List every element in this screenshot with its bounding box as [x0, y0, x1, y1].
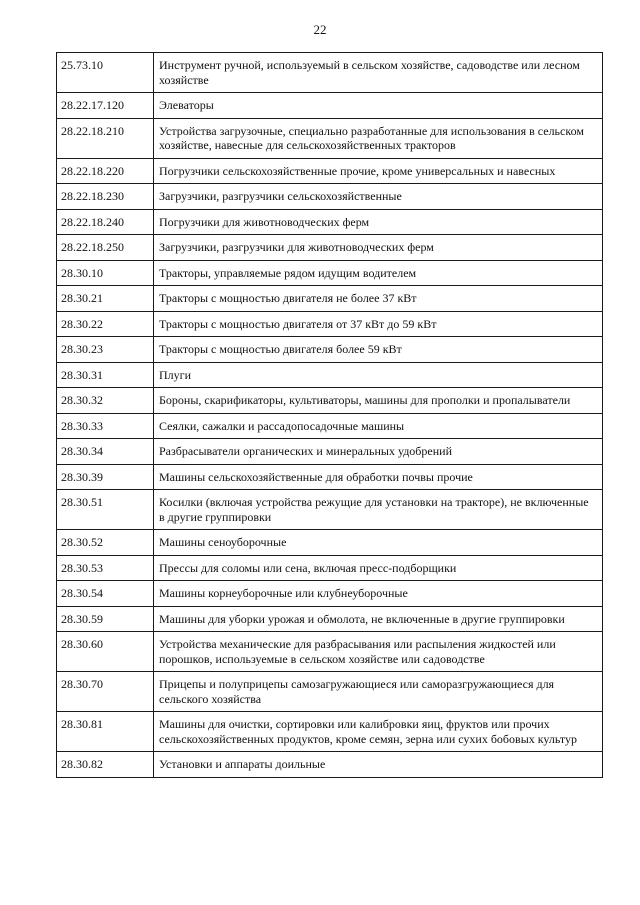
- table-row: [57, 235, 603, 261]
- page-number: 22: [313, 22, 327, 37]
- table-row: [57, 337, 603, 363]
- code-cell: 28.30.54: [57, 581, 154, 607]
- code-cell: 28.22.18.220: [57, 158, 154, 184]
- table-row: [57, 712, 603, 752]
- name-cell: Разбрасыватели органических и минеральных удобрений: [154, 439, 603, 465]
- classification-table: [56, 52, 603, 778]
- name-cell: Сеялки, сажалки и рассадопосадочные машины: [154, 413, 603, 439]
- name-cell: Погрузчики сельскохозяйственные прочие, кроме универсальных и навесных: [154, 158, 603, 184]
- table-row: [57, 311, 603, 337]
- name-cell: Прицепы и полуприцепы самозагружающиеся или саморазгружающиеся для сельского хозяйства: [154, 672, 603, 712]
- table-row: [57, 184, 603, 210]
- table-row: [57, 118, 603, 158]
- name-cell: Прессы для соломы или сена, включая пресс-подборщики: [154, 555, 603, 581]
- table-row: [57, 362, 603, 388]
- code-cell: 28.30.34: [57, 439, 154, 465]
- table-row: [57, 260, 603, 286]
- name-cell: Плуги: [154, 362, 603, 388]
- code-cell: 28.30.32: [57, 388, 154, 414]
- code-cell: 28.30.59: [57, 606, 154, 632]
- code-cell: 25.73.10: [57, 53, 154, 93]
- table-row: [57, 464, 603, 490]
- code-cell: 28.30.21: [57, 286, 154, 312]
- table-row: [57, 413, 603, 439]
- table-row: [57, 530, 603, 556]
- table-row: [57, 555, 603, 581]
- table-row: [57, 672, 603, 712]
- name-cell: Машины корнеуборочные или клубнеуборочные: [154, 581, 603, 607]
- table-row: [57, 158, 603, 184]
- code-cell: 28.30.51: [57, 490, 154, 530]
- name-cell: Устройства механические для разбрасывания или распыления жидкостей или порошков, используемые в сельском хозяйстве или садоводстве: [154, 632, 603, 672]
- code-cell: 28.30.60: [57, 632, 154, 672]
- code-cell: 28.30.33: [57, 413, 154, 439]
- table-row: [57, 439, 603, 465]
- code-cell: 28.22.18.230: [57, 184, 154, 210]
- code-cell: 28.30.22: [57, 311, 154, 337]
- code-cell: 28.22.18.210: [57, 118, 154, 158]
- name-cell: Тракторы, управляемые рядом идущим водителем: [154, 260, 603, 286]
- code-cell: 28.30.82: [57, 752, 154, 778]
- code-cell: 28.30.31: [57, 362, 154, 388]
- table-row: [57, 632, 603, 672]
- name-cell: Элеваторы: [154, 93, 603, 119]
- name-cell: Косилки (включая устройства режущие для установки на тракторе), не включенные в другие группировки: [154, 490, 603, 530]
- table-row: [57, 388, 603, 414]
- name-cell: Тракторы с мощностью двигателя не более 37 кВт: [154, 286, 603, 312]
- code-cell: 28.22.18.250: [57, 235, 154, 261]
- code-cell: 28.30.52: [57, 530, 154, 556]
- name-cell: Тракторы с мощностью двигателя от 37 кВт до 59 кВт: [154, 311, 603, 337]
- name-cell: Бороны, скарификаторы, культиваторы, машины для прополки и пропалыватели: [154, 388, 603, 414]
- code-cell: 28.22.18.240: [57, 209, 154, 235]
- name-cell: Установки и аппараты доильные: [154, 752, 603, 778]
- table-body: [57, 53, 603, 778]
- code-cell: 28.30.39: [57, 464, 154, 490]
- table-row: [57, 606, 603, 632]
- name-cell: Погрузчики для животноводческих ферм: [154, 209, 603, 235]
- table-row: [57, 209, 603, 235]
- name-cell: Инструмент ручной, используемый в сельском хозяйстве, садоводстве или лесном хозяйстве: [154, 53, 603, 93]
- code-cell: 28.30.10: [57, 260, 154, 286]
- table-row: [57, 752, 603, 778]
- table-row: [57, 286, 603, 312]
- name-cell: Загрузчики, разгрузчики сельскохозяйственные: [154, 184, 603, 210]
- code-cell: 28.30.70: [57, 672, 154, 712]
- name-cell: Машины для очистки, сортировки или калибровки яиц, фруктов или прочих сельскохозяйственных продуктов, кроме семян, зерна или сухих бобовых культур: [154, 712, 603, 752]
- name-cell: Загрузчики, разгрузчики для животноводческих ферм: [154, 235, 603, 261]
- name-cell: Устройства загрузочные, специально разработанные для использования в сельском хозяйстве, навесные для сельскохозяйственных тракторов: [154, 118, 603, 158]
- code-cell: 28.30.23: [57, 337, 154, 363]
- code-cell: 28.22.17.120: [57, 93, 154, 119]
- name-cell: Тракторы с мощностью двигателя более 59 кВт: [154, 337, 603, 363]
- table-row: [57, 93, 603, 119]
- name-cell: Машины сельскохозяйственные для обработки почвы прочие: [154, 464, 603, 490]
- table-row: [57, 581, 603, 607]
- table-row: [57, 490, 603, 530]
- name-cell: Машины сеноуборочные: [154, 530, 603, 556]
- name-cell: Машины для уборки урожая и обмолота, не включенные в другие группировки: [154, 606, 603, 632]
- code-cell: 28.30.53: [57, 555, 154, 581]
- table-row: [57, 53, 603, 93]
- code-cell: 28.30.81: [57, 712, 154, 752]
